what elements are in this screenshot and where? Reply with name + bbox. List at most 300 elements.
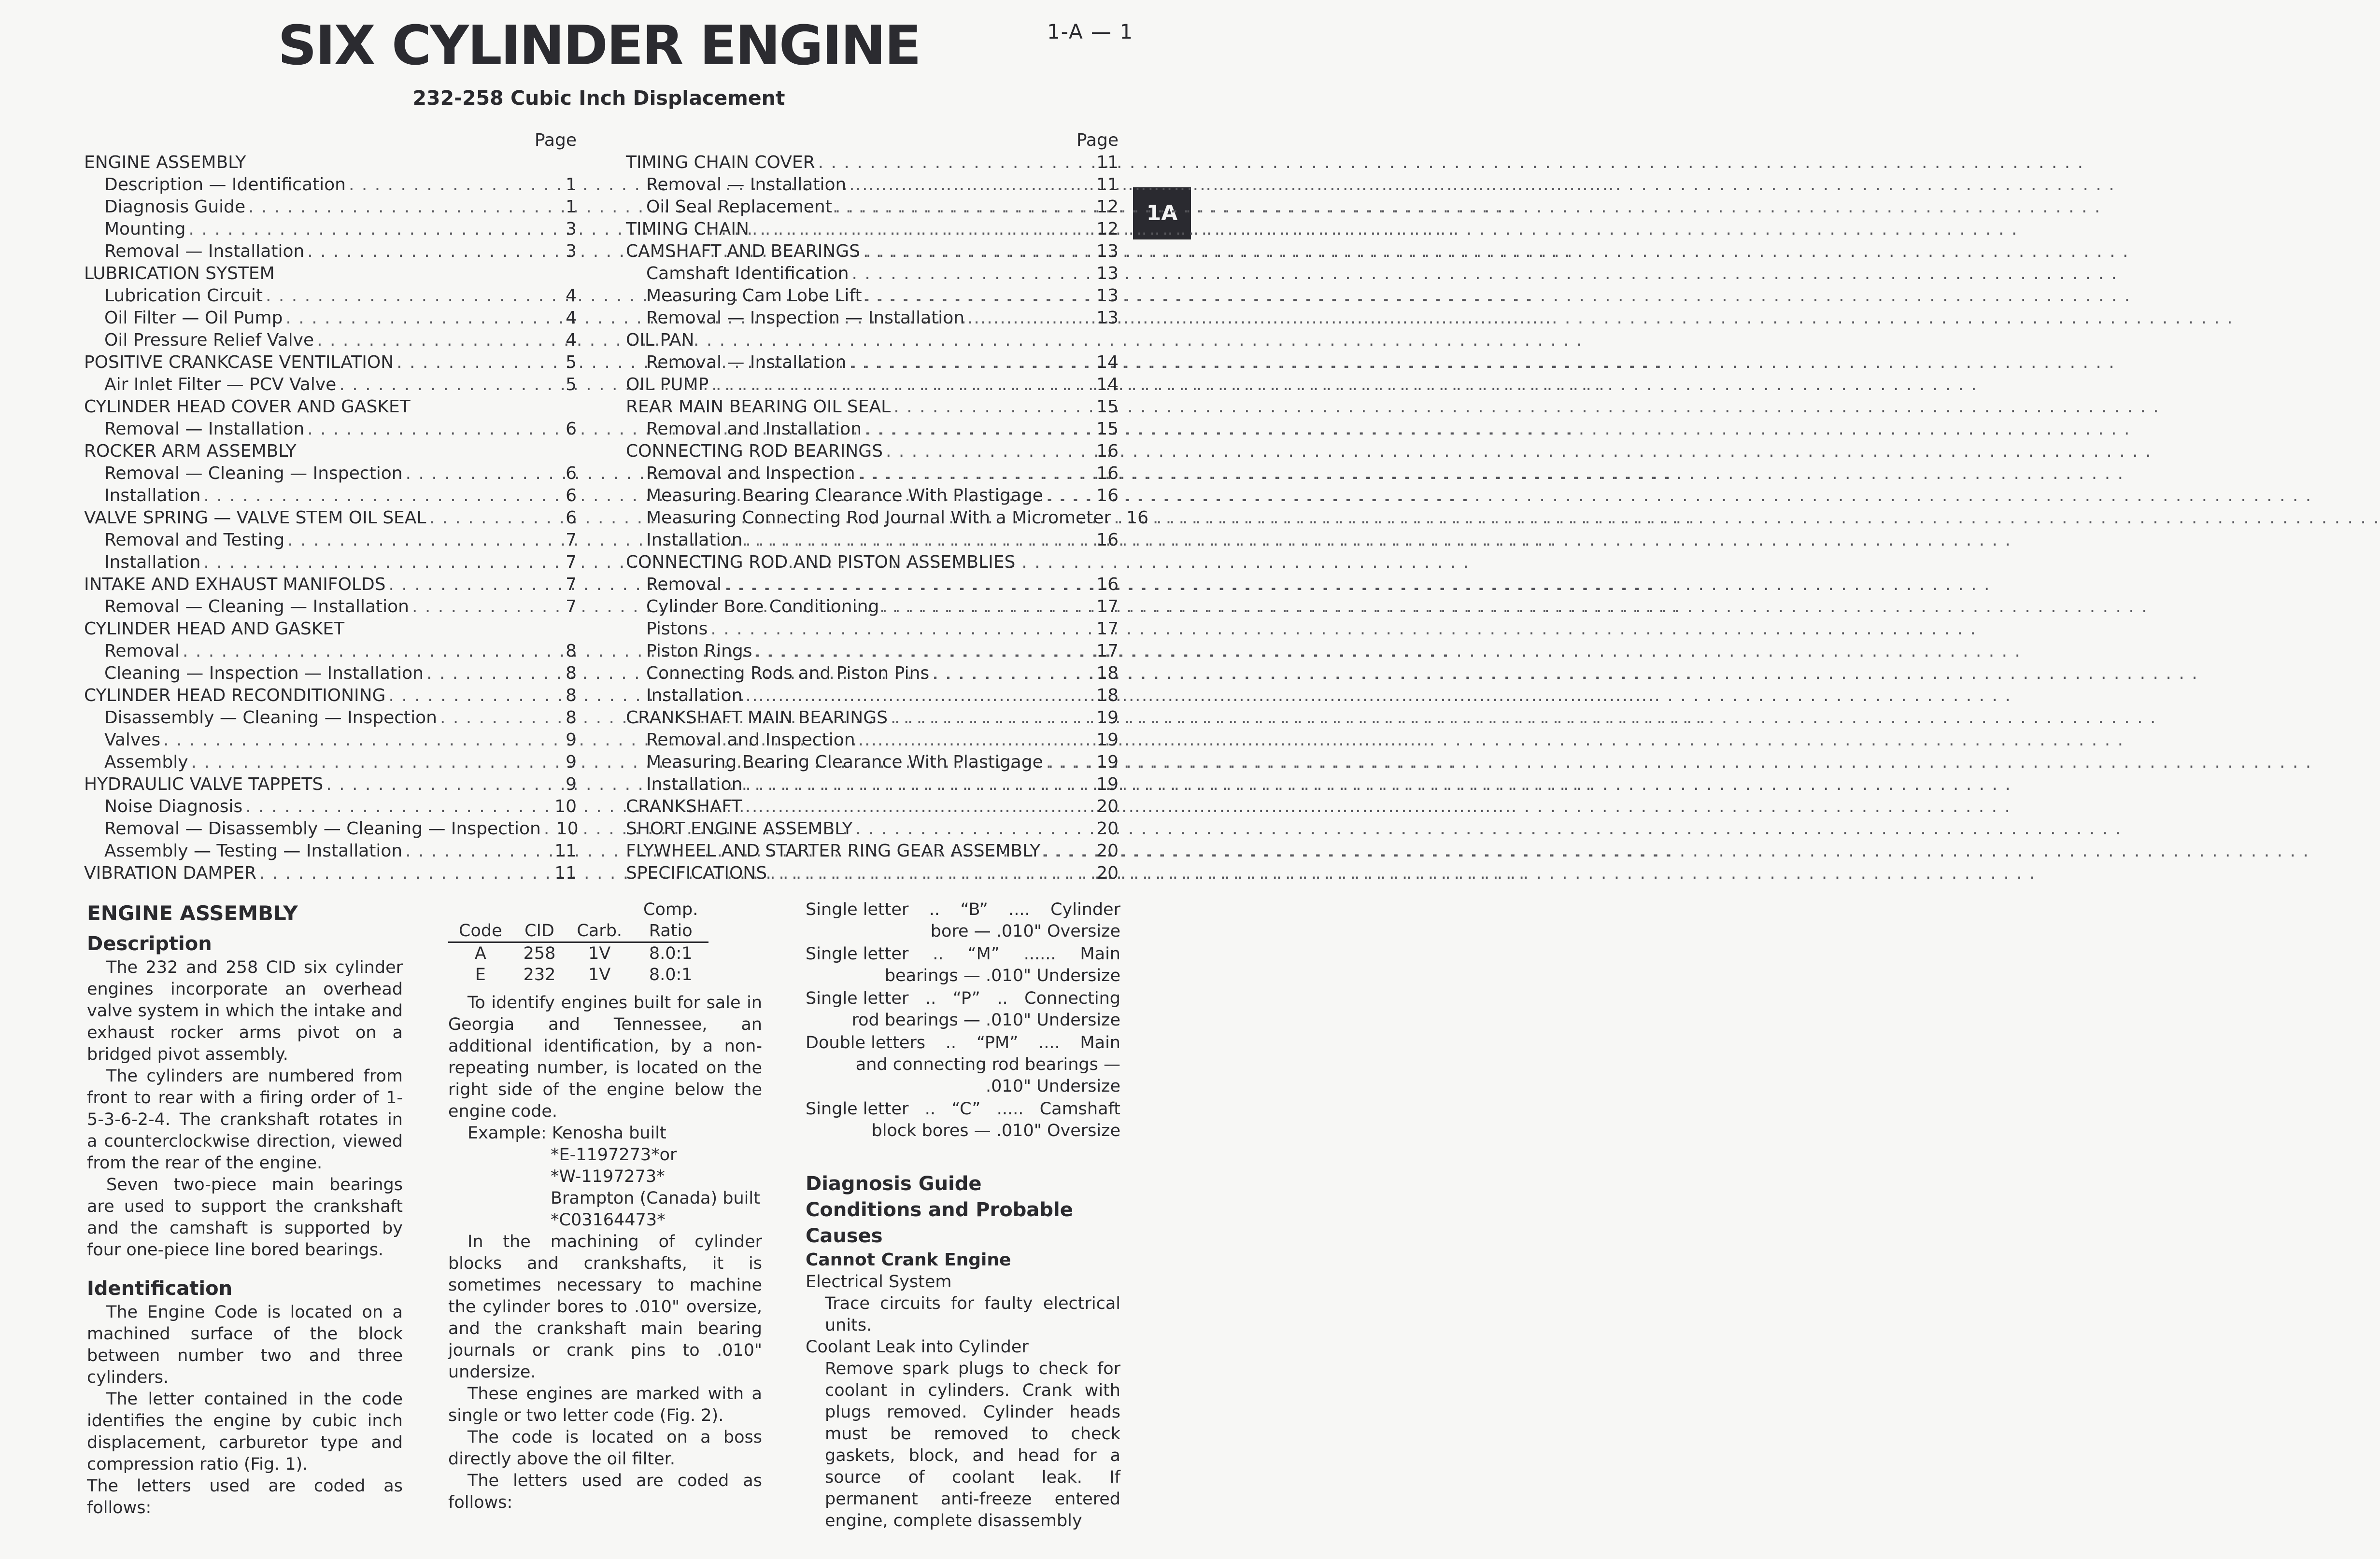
toc-leader-dots — [191, 751, 563, 773]
toc-entry — [84, 196, 577, 218]
toc-leader-dots — [856, 818, 1094, 840]
toc-entry-page: 11 — [1096, 153, 1119, 172]
letter-code-part: Connecting — [1024, 989, 1120, 1008]
toc-entry — [626, 551, 1119, 574]
letter-code-line — [806, 899, 1120, 921]
paragraph: The letter contained in the code identifies the engine by cubic inch displacement, carburetor type and compression ratio (Fig. 1). — [87, 1390, 403, 1474]
toc-leader-dots — [429, 507, 563, 529]
toc-entry-label: OIL PAN — [626, 330, 694, 350]
table-header: Comp. — [643, 900, 698, 919]
subsection-heading: Description — [87, 933, 212, 955]
toc-entry-page: 9 — [566, 752, 577, 772]
toc-entry-page: 4 — [566, 330, 577, 350]
toc-entry-label: VIBRATION DAMPER — [84, 863, 256, 883]
toc-entry-label: Measuring Bearing Clearance With Plastigage — [646, 752, 1043, 772]
toc-leader-dots — [1046, 485, 1093, 507]
toc-entry-label: TIMING CHAIN COVER — [626, 153, 815, 172]
toc-entry-label: Installation — [104, 552, 201, 572]
toc-entry-page: 16 — [1096, 441, 1119, 461]
toc-entry — [626, 596, 1119, 618]
toc-entry — [626, 574, 1119, 596]
toc-entry-label: Camshaft Identification — [646, 264, 849, 283]
toc-entry — [626, 374, 1119, 396]
subsection-heading: Identification — [87, 1278, 233, 1300]
toc-entry-label: Description — Identification — [104, 175, 346, 195]
toc-leader-dots — [349, 174, 563, 196]
paragraph: In the machining of cylinder blocks and crankshafts, it is sometimes necessary to machine the cylinder bores to .010" oversize, and the crankshaft main bearing journals or crank pins to .010" undersize. — [448, 1232, 762, 1382]
letter-code-part: “M” — [967, 944, 1000, 964]
toc-leader-dots — [307, 240, 563, 263]
toc-entry-label: Piston Rings — [646, 641, 752, 661]
letter-code-part: .. — [933, 944, 944, 964]
letter-code-meaning: bearings — .010" Undersize — [884, 966, 1120, 985]
toc-leader-dots — [770, 862, 1093, 885]
toc-entry-page: 16 — [1126, 508, 1149, 528]
toc-entry-label: ROCKER ARM ASSEMBLY — [84, 441, 297, 461]
toc-entry — [84, 285, 577, 307]
letter-code-part: Single letter — [806, 989, 909, 1008]
letter-code-part: Main — [1080, 1033, 1120, 1053]
toc-entry — [626, 263, 1119, 285]
engine-code-table — [448, 899, 708, 985]
letter-code-line — [806, 943, 1120, 965]
toc-leader-dots — [285, 307, 563, 329]
toc-entry — [84, 507, 577, 529]
toc-entry-label: ENGINE ASSEMBLY — [84, 153, 246, 172]
toc-leader-dots — [248, 196, 563, 218]
toc-entry-label: TIMING CHAIN — [626, 219, 749, 239]
toc-entry-page: 1 — [566, 175, 577, 195]
toc-entry-label: Installation — [646, 686, 743, 705]
toc-leader-dots — [307, 418, 563, 440]
toc-entry — [626, 307, 1119, 329]
toc-entry-label: INTAKE AND EXHAUST MANIFOLDS — [84, 575, 386, 594]
letter-code-part: Double letters — [806, 1033, 926, 1053]
toc-leader-dots — [388, 685, 563, 707]
toc-entry-page: 20 — [1096, 863, 1119, 883]
toc-entry-page: 1 — [566, 197, 577, 217]
toc-entry — [84, 751, 577, 773]
letter-code-part: .... — [1038, 1033, 1060, 1053]
toc-entry-label: CONNECTING ROD BEARINGS — [626, 441, 883, 461]
toc-leader-dots — [745, 796, 1093, 818]
toc-entry — [626, 529, 1119, 551]
example-label: Example: — [468, 1124, 547, 1143]
toc-entry — [84, 618, 577, 640]
letter-code-entry — [806, 943, 1120, 987]
toc-entry-page: 6 — [566, 486, 577, 506]
toc-entry — [84, 796, 577, 818]
letter-code-part: .. — [925, 989, 936, 1008]
toc-leader-dots — [745, 685, 1093, 707]
toc-entry — [626, 329, 1119, 351]
toc-page-label: Page — [534, 130, 577, 150]
toc-entry-page: 14 — [1096, 375, 1119, 394]
toc-entry — [84, 773, 577, 796]
subsection-heading: Diagnosis Guide — [806, 1173, 982, 1195]
toc-entry-label: Cylinder Bore Conditioning — [646, 597, 879, 617]
toc-leader-dots — [245, 796, 552, 818]
toc-entry-page: 20 — [1096, 841, 1119, 861]
body-column-3 — [806, 899, 1120, 1532]
letter-code-part: ..... — [996, 1099, 1024, 1119]
toc-entry — [626, 640, 1119, 662]
toc-entry — [626, 862, 1119, 885]
toc-entry-page: 7 — [566, 552, 577, 572]
table-header — [448, 899, 513, 920]
letter-code-part: “P” — [952, 989, 980, 1008]
letter-code-part: Single letter — [806, 944, 909, 964]
table-header: Carb. — [566, 920, 633, 942]
toc-entry-page: 17 — [1096, 641, 1119, 661]
table-row — [448, 942, 708, 965]
table-cell: A — [474, 944, 486, 963]
toc-entry-label: Installation — [646, 774, 743, 794]
table-cell: 8.0:1 — [649, 944, 693, 963]
toc-leader-dots — [818, 152, 1094, 174]
toc-entry — [84, 218, 577, 240]
toc-entry-page: 7 — [566, 575, 577, 594]
toc-entry-page: 3 — [566, 219, 577, 239]
toc-entry-label: VALVE SPRING — VALVE STEM OIL SEAL — [84, 508, 426, 528]
toc-right — [626, 129, 1149, 885]
toc-entry-label: CRANKSHAFT MAIN BEARINGS — [626, 708, 888, 728]
letter-code-meaning: bore — .010" Oversize — [930, 922, 1120, 941]
toc-entry — [84, 729, 577, 751]
toc-leader-dots — [967, 307, 1093, 329]
toc-entry-page: 13 — [1096, 286, 1119, 306]
paragraph: The code is located on a boss directly above the oil filter. — [448, 1428, 762, 1469]
toc-entry-label: Removal and Installation — [646, 419, 862, 439]
letter-code-entry — [806, 1032, 1120, 1097]
letter-code-part: Camshaft — [1039, 1099, 1120, 1119]
toc-entry — [84, 374, 577, 396]
cause-heading: Electrical System — [806, 1272, 952, 1292]
paragraph: To identify engines built for sale in Georgia and Tennessee, an additional identification, by a non-repeating number, is located on the right side of the engine below the engine code. — [448, 993, 762, 1121]
page-title: SIX CYLINDER ENGINE — [278, 14, 920, 77]
toc-entry-label: Disassembly — Cleaning — Inspection — [104, 708, 437, 728]
example-value: *C03164473* — [551, 1210, 666, 1230]
toc-entry-label: Removal — Cleaning — Installation — [104, 597, 410, 617]
toc-leader-dots — [886, 440, 1093, 463]
toc-leader-dots — [189, 218, 563, 240]
toc-leader-dots — [544, 818, 553, 840]
toc-entry-page: 6 — [566, 419, 577, 439]
toc-leader-dots — [1043, 840, 1093, 862]
toc-entry — [84, 707, 577, 729]
toc-entry-label: Removal — Installation — [104, 241, 305, 261]
toc-entry — [84, 574, 577, 596]
toc-entry — [84, 463, 577, 485]
paragraph: The letters used are coded as follows: — [448, 1471, 762, 1512]
toc-leader-dots — [412, 596, 563, 618]
toc-entry-page: 16 — [1096, 575, 1119, 594]
toc-entry-page: 4 — [566, 286, 577, 306]
example-value: Kenosha built — [552, 1124, 666, 1143]
letter-code-part: .. — [924, 1099, 935, 1119]
toc-entry-page: 19 — [1096, 752, 1119, 772]
toc-entry-label: Pistons — [646, 619, 708, 639]
toc-entry — [626, 440, 1119, 463]
letter-code-meaning: rod bearings — .010" Undersize — [851, 1011, 1120, 1030]
toc-entry-page: 7 — [566, 597, 577, 617]
toc-entry-page: 6 — [566, 508, 577, 528]
toc-entry-label: HYDRAULIC VALVE TAPPETS — [84, 774, 324, 794]
cause-heading: Coolant Leak into Cylinder — [806, 1337, 1029, 1357]
toc-entry-label: Removal — Installation — [646, 352, 847, 372]
toc-entry-page: 18 — [1096, 686, 1119, 705]
toc-entry — [84, 329, 577, 351]
paragraph: Seven two-piece main bearings are used to support the crankshaft and the camshaft is supported by four one-piece line bored bearings. — [87, 1175, 403, 1260]
toc-leader-dots — [203, 551, 563, 574]
toc-entry — [84, 263, 577, 285]
toc-leader-dots — [755, 640, 1094, 662]
toc-leader-dots — [745, 773, 1093, 796]
toc-entry-label: CYLINDER HEAD AND GASKET — [84, 619, 345, 639]
table-cell: 258 — [523, 944, 556, 963]
letter-code-line — [806, 1032, 1120, 1054]
toc-entry-page: 9 — [566, 730, 577, 750]
condition-heading: Cannot Crank Engine — [806, 1250, 1011, 1270]
toc-entry-label: Oil Pressure Relief Valve — [104, 330, 314, 350]
cause-text: Trace circuits for faulty electrical units. — [825, 1294, 1120, 1335]
toc-leader-dots — [440, 707, 563, 729]
toc-entry-label: Measuring Connecting Rod Journal With a Micrometer — [646, 508, 1111, 528]
toc-entry-page: 4 — [566, 308, 577, 328]
toc-entry-label: SHORT ENGINE ASSEMBLY — [626, 819, 853, 839]
toc-entry — [626, 662, 1119, 685]
toc-entry — [626, 396, 1119, 418]
toc-entry — [84, 840, 577, 862]
toc-entry-label: Removal — [646, 575, 722, 594]
toc-entry-page: 16 — [1096, 530, 1119, 550]
toc-entry-page: 11 — [554, 841, 577, 861]
toc-entry — [84, 307, 577, 329]
toc-entry — [626, 840, 1119, 862]
table-header: Code — [448, 920, 513, 942]
toc-leader-dots — [849, 174, 1093, 196]
toc-entry — [626, 152, 1119, 174]
toc-entry — [626, 218, 1119, 240]
toc-entry — [84, 818, 577, 840]
toc-entry-page: 16 — [1096, 486, 1119, 506]
toc-entry — [84, 152, 577, 174]
toc-entry-page: 13 — [1096, 264, 1119, 283]
toc-leader-dots — [882, 596, 1093, 618]
toc-leader-dots — [891, 707, 1093, 729]
page-number: 1-A — 1 — [1047, 20, 1134, 43]
toc-leader-dots — [932, 662, 1093, 685]
table-header — [513, 899, 567, 920]
toc-entry-page: 6 — [566, 463, 577, 483]
toc-leader-dots — [266, 285, 563, 307]
toc-entry-label: Noise Diagnosis — [104, 797, 243, 816]
table-cell: 232 — [523, 965, 556, 984]
toc-entry — [626, 707, 1119, 729]
toc-entry — [84, 485, 577, 507]
toc-entry — [84, 640, 577, 662]
letter-code-line — [806, 1098, 1120, 1120]
example-line — [448, 1123, 762, 1144]
toc-entry-page: 18 — [1096, 663, 1119, 683]
toc-leader-dots — [259, 862, 552, 885]
toc-entry-label: Mounting — [104, 219, 186, 239]
letter-code-part: Cylinder — [1050, 900, 1120, 919]
toc-entry — [626, 751, 1119, 773]
toc-entry-label: Removal and Inspection — [646, 730, 855, 750]
toc-entry-label: Oil Seal Replacement — [646, 197, 832, 217]
toc-leader-dots — [863, 240, 1093, 263]
toc-entry-page: 8 — [566, 641, 577, 661]
table-header — [566, 899, 633, 920]
paragraph: The 232 and 258 CID six cylinder engines incorporate an overhead valve system in which the intake and exhaust rocker arms pivot on a bridged pivot assembly. — [87, 958, 403, 1064]
toc-entry — [84, 529, 577, 551]
toc-entry-page: 12 — [1096, 219, 1119, 239]
toc-leader-dots — [163, 729, 563, 751]
toc-leader-dots — [183, 640, 563, 662]
toc-leader-dots — [317, 329, 563, 351]
toc-leader-dots — [397, 351, 563, 374]
page-subtitle: 232-258 Cubic Inch Displacement — [412, 86, 785, 110]
toc-entry-label: Installation — [104, 486, 201, 506]
table-row — [448, 964, 708, 985]
letter-code-entry — [806, 1098, 1120, 1142]
toc-entry-page: 13 — [1096, 308, 1119, 328]
section-heading: ENGINE ASSEMBLY — [87, 901, 298, 925]
toc-leader-dots — [858, 729, 1094, 751]
toc-leader-dots — [745, 529, 1093, 551]
table-cell: 8.0:1 — [649, 965, 693, 984]
section-tab: 1A — [1133, 187, 1191, 239]
toc-leader-dots — [835, 196, 1093, 218]
letter-code-list — [806, 899, 1120, 1142]
toc-entry-page: 5 — [566, 352, 577, 372]
toc-leader-dots — [426, 662, 563, 685]
toc-entry-label: Measuring Cam Lobe Lift — [646, 286, 862, 306]
toc-entry-page: 8 — [566, 686, 577, 705]
table-header: CID — [513, 920, 567, 942]
letter-code-part: Single letter — [806, 900, 909, 919]
letter-code-meaning: and connecting rod bearings — .010" Undersize — [855, 1055, 1120, 1096]
toc-entry — [626, 485, 1119, 507]
letter-code-part: .. — [929, 900, 940, 919]
toc-entry-page: 8 — [566, 663, 577, 683]
table-cell: 1V — [588, 944, 611, 963]
paragraph: These engines are marked with a single or two letter code (Fig. 2). — [448, 1384, 762, 1425]
letter-code-part: .. — [945, 1033, 957, 1053]
letter-code-part: “B” — [960, 900, 988, 919]
toc-leader-dots — [724, 574, 1093, 596]
toc-entry-page: 19 — [1096, 708, 1119, 728]
toc-entry-label: FLYWHEEL AND STARTER RING GEAR ASSEMBLY — [626, 841, 1041, 861]
toc-entry — [84, 351, 577, 374]
toc-entry-page: 17 — [1096, 619, 1119, 639]
toc-leader-dots — [852, 263, 1094, 285]
toc-leader-dots — [326, 773, 563, 796]
toc-entry — [626, 285, 1119, 307]
toc-entry — [626, 351, 1119, 374]
toc-leader-dots — [389, 574, 563, 596]
paragraph: The Engine Code is located on a machined surface of the block between number two and three cylinders. — [87, 1303, 403, 1387]
toc-entry — [84, 862, 577, 885]
toc-entry — [626, 618, 1119, 640]
toc-leader-dots — [406, 463, 563, 485]
toc-entry — [84, 662, 577, 685]
toc-entry — [626, 773, 1119, 796]
toc-entry-label: Assembly — [104, 752, 188, 772]
toc-entry-label: Removal — Installation — [104, 419, 305, 439]
toc-entry-page: 7 — [566, 530, 577, 550]
toc-entry-label: OIL PUMP — [626, 375, 709, 394]
toc-leader-dots — [752, 218, 1093, 240]
toc-entry-page: 14 — [1096, 352, 1119, 372]
letter-code-part: “C” — [951, 1099, 981, 1119]
toc-entry-page: 20 — [1096, 819, 1119, 839]
toc-entry — [84, 240, 577, 263]
letter-code-part: .... — [1008, 900, 1030, 919]
toc-entry-page: 11 — [554, 863, 577, 883]
toc-entry — [84, 440, 577, 463]
toc-leader-dots — [1046, 751, 1093, 773]
letter-code-entry — [806, 899, 1120, 942]
toc-entry-label: CAMSHAFT AND BEARINGS — [626, 241, 860, 261]
toc-entry — [626, 196, 1119, 218]
letter-code-part: ...... — [1023, 944, 1056, 964]
example-value: *W-1197273* — [551, 1167, 665, 1186]
toc-entry — [626, 463, 1119, 485]
toc-entry — [626, 729, 1119, 751]
toc-left — [84, 129, 577, 885]
toc-leader-dots — [864, 418, 1093, 440]
cause-text: Remove spark plugs to check for coolant in cylinders. Crank with plugs removed. Cylinder heads must be removed to check gaskets, block, and head for a source of coolant leak. If permanent anti-freeze entered engine, complete disassembly — [825, 1359, 1120, 1531]
toc-entry-label: Oil Filter — Oil Pump — [104, 308, 283, 328]
letter-code-line — [806, 988, 1120, 1010]
toc-entry — [626, 685, 1119, 707]
example-value: Brampton (Canada) built — [551, 1189, 760, 1208]
toc-entry-label: Assembly — Testing — Installation — [104, 841, 403, 861]
toc-entry-page: 19 — [1096, 774, 1119, 794]
letter-code-meaning: block bores — .010" Oversize — [871, 1121, 1120, 1140]
toc-leader-dots — [893, 396, 1093, 418]
table-cell: 1V — [588, 965, 611, 984]
toc-entry — [84, 418, 577, 440]
toc-entry-label: Lubrication Circuit — [104, 286, 263, 306]
toc-entry-page: 10 — [554, 797, 577, 816]
letter-code-part: .. — [997, 989, 1008, 1008]
toc-page-label: Page — [1076, 130, 1119, 150]
toc-entry-page: 8 — [566, 708, 577, 728]
letter-code-part: “PM” — [976, 1033, 1019, 1053]
toc-leader-dots — [849, 351, 1093, 374]
toc-entry — [84, 596, 577, 618]
toc-entry-label: SPECIFICATIONS — [626, 863, 767, 883]
toc-entry-page: 9 — [566, 774, 577, 794]
toc-entry-page: 13 — [1096, 241, 1119, 261]
toc-entry-page: 16 — [1096, 463, 1119, 483]
toc-entry — [626, 818, 1119, 840]
toc-entry-label: CRANKSHAFT — [626, 797, 742, 816]
paragraph: The cylinders are numbered from front to rear with a firing order of 1-5-3-6-2-4. The crankshaft rotates in a counterclockwise direction, viewed from the rear of the engine. — [87, 1067, 403, 1173]
toc-entry-page: 20 — [1096, 797, 1119, 816]
toc-entry — [626, 240, 1119, 263]
toc-entry-label: Diagnosis Guide — [104, 197, 246, 217]
toc-entry-label: Installation — [646, 530, 743, 550]
body-column-1 — [87, 899, 403, 1519]
toc-entry — [84, 396, 577, 418]
toc-entry-label: CONNECTING ROD AND PISTON ASSEMBLIES — [626, 552, 1016, 572]
toc-entry-label: CYLINDER HEAD COVER AND GASKET — [84, 397, 411, 417]
toc-entry-page: 17 — [1096, 597, 1119, 617]
